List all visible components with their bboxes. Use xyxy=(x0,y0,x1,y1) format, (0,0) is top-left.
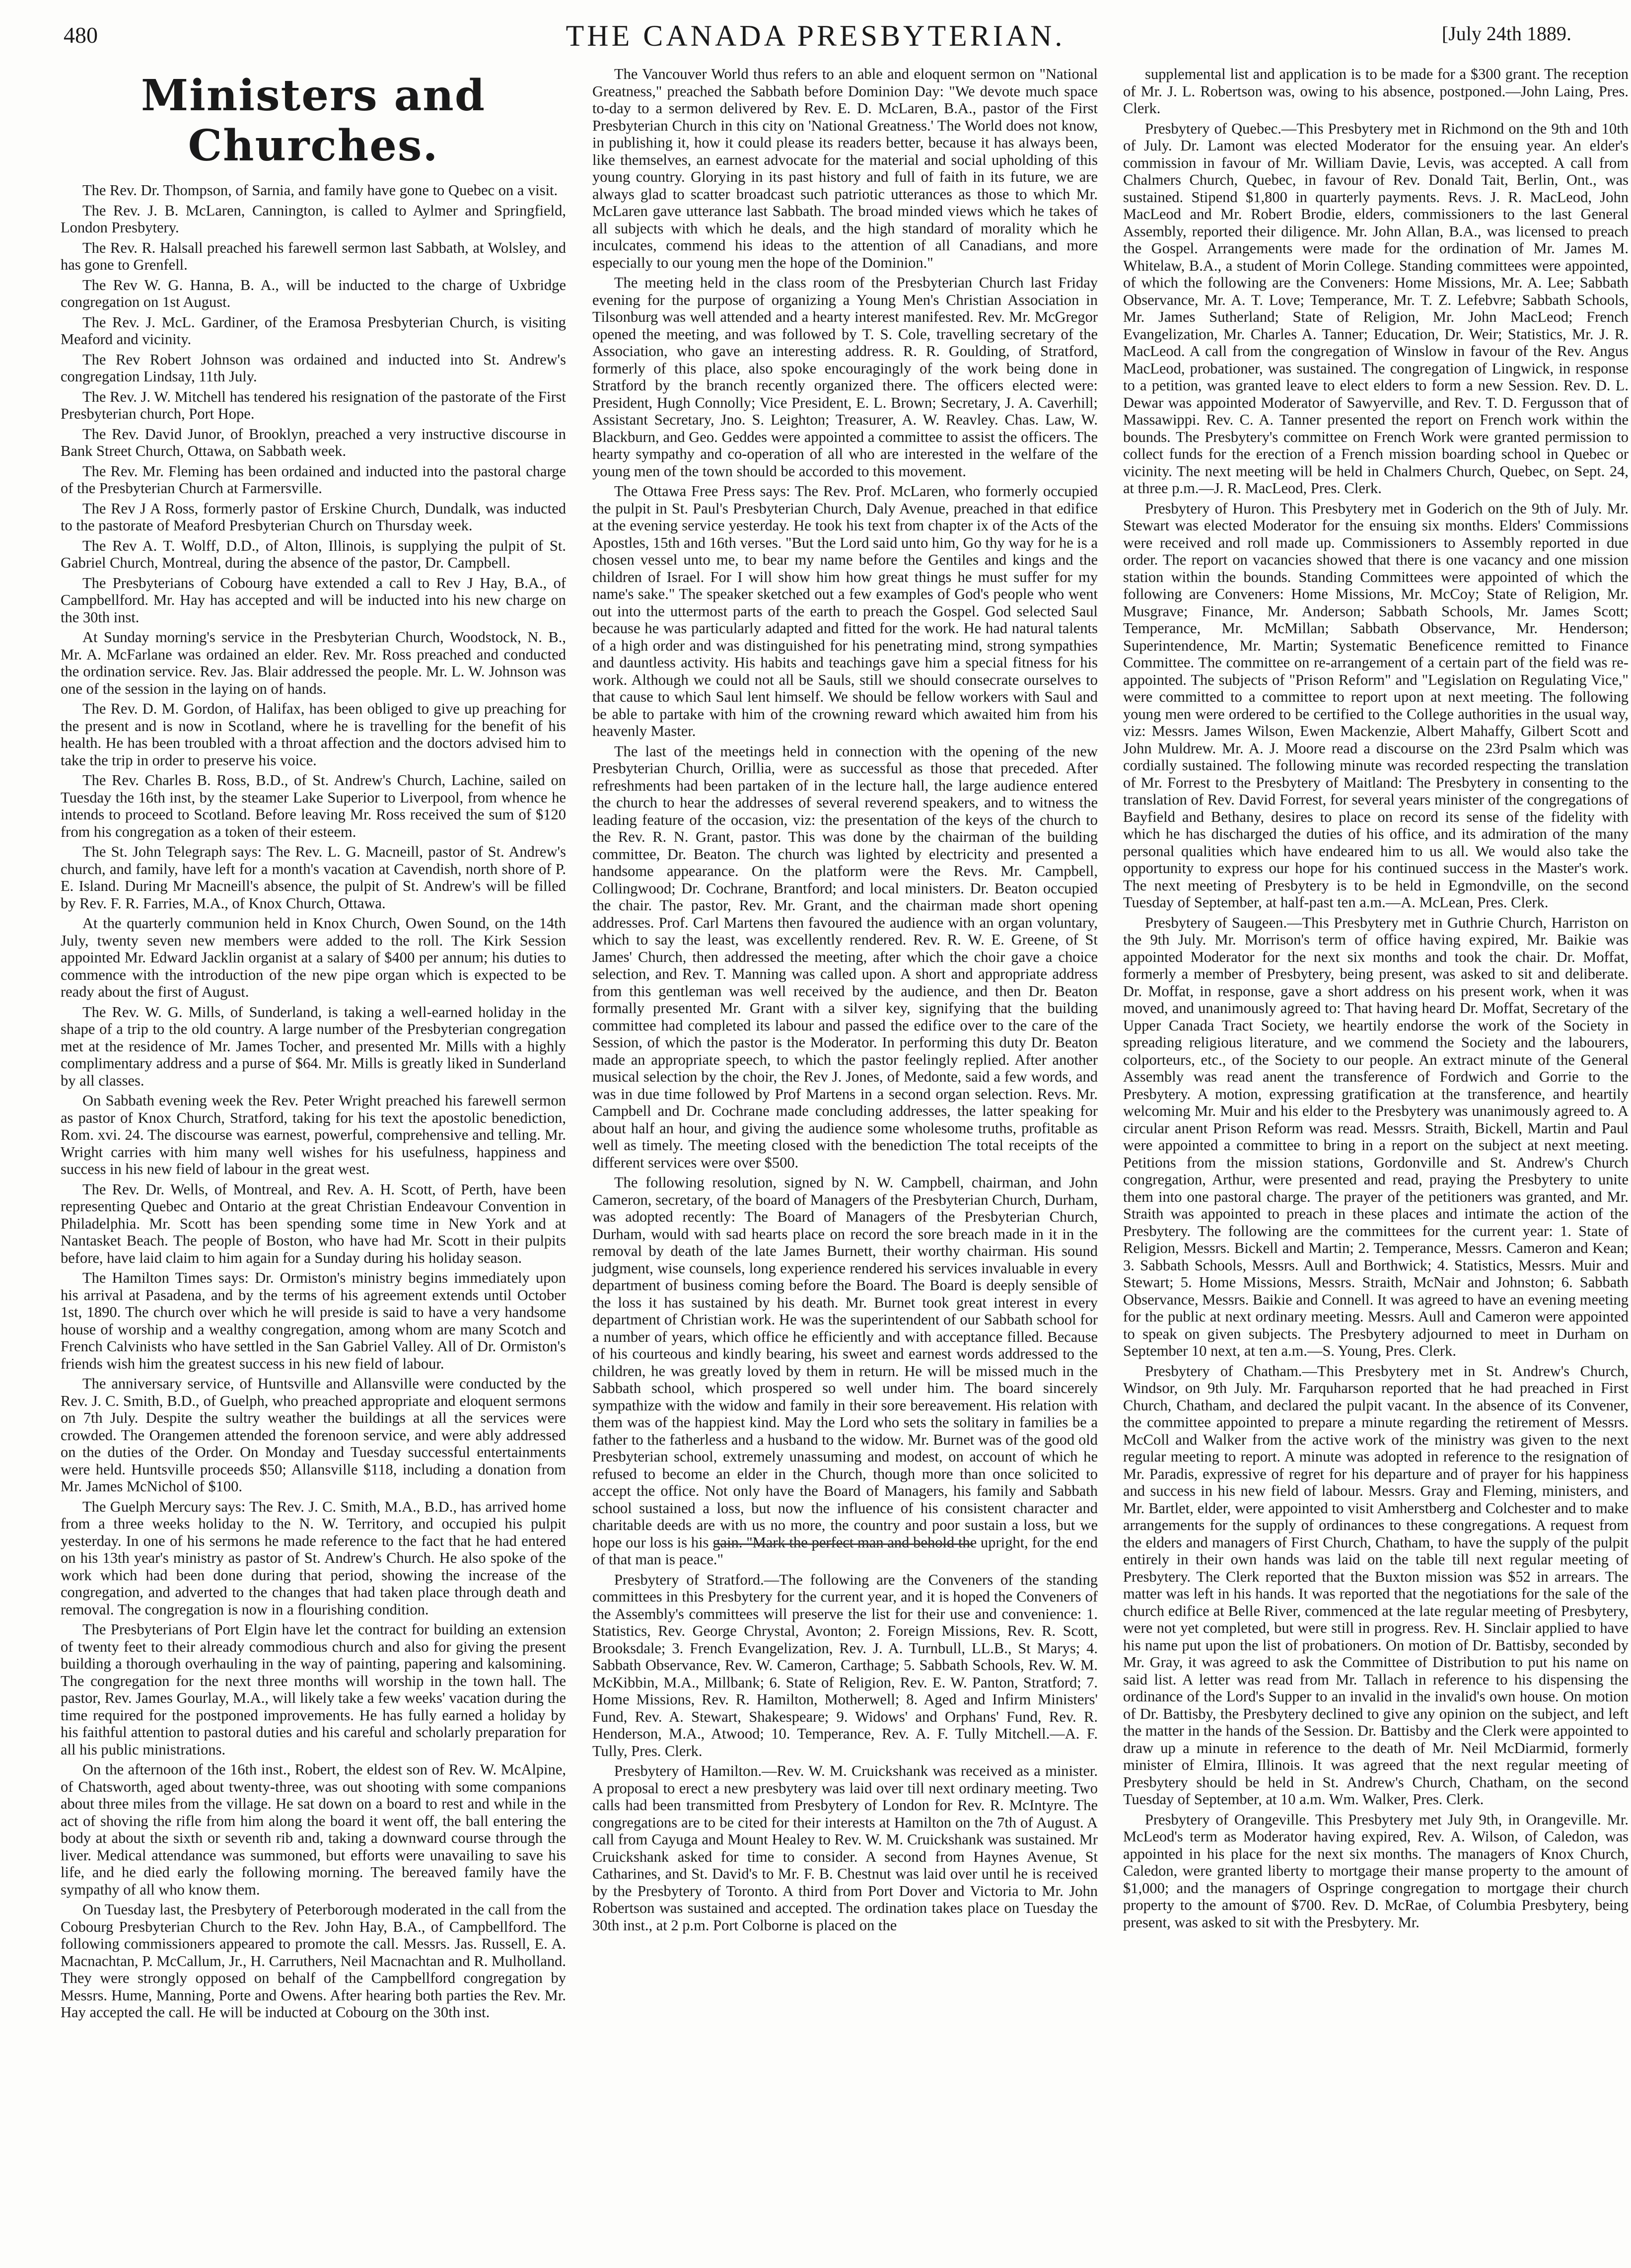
article-paragraph: The Ottawa Free Press says: The Rev. Prof. McLaren, who formerly occupied the pulpit in St. Paul's Presbyterian Church, Daly Avenue, preached in that edifice at the evening service yesterday. He took his text from chapter ix of the Acts of the Apostles, 15th and 16th verses. "But the Lord said unto him, Go thy way for he is a chosen vessel unto me, to bear my name before the Gentiles and kings and the children of Israel. For I will show him how great things he must suffer for my name's sake." The speaker sketched out a few examples of God's people who went out into the uttermost parts of the earth to preach the Gospel. God selected Saul because he was particularly adapted and fitted for the work. He had natural talents of a high order and was distinguished for his penetrating mind, strong sympathies and dauntless activity. His habits and teachings gave him a special fitness for his work. Although we could not all be Sauls, still we should consecrate ourselves to that cause to which Saul lent himself. We should be fellow workers with Saul and be able to partake with him of the crowning reward which awaited him from his heavenly Master. xyxy=(592,483,1098,739)
article-paragraph: The Rev. Dr. Wells, of Montreal, and Rev. A. H. Scott, of Perth, have been representing Quebec and Ontario at the great Christian Endeavour Convention in Philadelphia. Mr. Scott has been spending some time in New York and at Nantasket Beach. The people of Boston, who have had Mr. Scott in their pulpits before, have laid claim to him again for a Sunday during his holiday season. xyxy=(61,1180,566,1266)
article-paragraph: The Rev. J. B. McLaren, Cannington, is called to Aylmer and Springfield, London Presbytery. xyxy=(61,202,566,236)
article-paragraph: The St. John Telegraph says: The Rev. L. G. Macneill, pastor of St. Andrew's church, and family, have left for a month's vacation at Cavendish, north shore of P. E. Island. During Mr Macneill's absence, the pulpit of St. Andrew's will be filled by Rev. F. R. Farries, M.A., of Knox Church, Ottawa. xyxy=(61,843,566,912)
article-paragraph: The Rev J A Ross, formerly pastor of Erskine Church, Dundalk, was inducted to the pastorate of Meaford Presbyterian Church on Thursday week. xyxy=(61,500,566,534)
article-paragraph: The Rev. W. G. Mills, of Sunderland, is taking a well-earned holiday in the shape of a trip to the old country. A large number of the Presbyterian congregation met at the residence of Mr. James Tocher, and presented Mr. Mills with a highly complimentary address and a purse of $64. Mr. Mills is greatly liked in Sunderland by all classes. xyxy=(61,1003,566,1089)
article-paragraph: At the quarterly communion held in Knox Church, Owen Sound, on the 14th July, twenty seven new members were added to the roll. The Kirk Session appointed Mr. Edward Jacklin organist at a salary of $400 per annum; his duties to commence with the introduction of the new pipe organ which is expected to be ready about the first of August. xyxy=(61,915,566,1000)
article-paragraph: Presbytery of Hamilton.—Rev. W. M. Cruickshank was received as a minister. A proposal to erect a new presbytery was laid over till next ordinary meeting. Two calls had been transmitted from Presbytery of London for Rev. R. McIntyre. The congregations are to be cited for their interests at Hamilton on the 7th of August. A call from Cayuga and Mount Healey to Rev. W. M. Cruickshank was sustained. Mr Cruickshank asked for time to consider. A second from Haynes Avenue, St Catharines, and St. David's to Mr. F. B. Chestnut was laid over until he is received by the Presbytery of Toronto. A third from Port Dover and Victoria to Mr. John Robertson was sustained and accepted. The ordination takes place on Tuesday the 30th inst., at 2 p.m. Port Colborne is placed on the xyxy=(592,1762,1098,1934)
article-paragraph: The anniversary service, of Huntsville and Allansville were conducted by the Rev. J. C. Smith, B.D., of Guelph, who preached appropriate and eloquent sermons on 7th July. Despite the sultry weather the buildings at all the services were crowded. The Orangemen attended the forenoon service, and were ably addressed on the duties of the Order. On Monday and Tuesday successful entertainments were held. Huntsville proceeds $50; Allansville $118, including a donation from Mr. James McNichol of $100. xyxy=(61,1375,566,1495)
article-paragraph: Presbytery of Saugeen.—This Presbytery met in Guthrie Church, Harriston on the 9th July. Mr. Morrison's term of office having expired, Mr. Baikie was appointed Moderator for the next six months and took the chair. Dr. Moffat, formerly a member of Presbytery, being present, was asked to sit and deliberate. Dr. Moffat, in response, gave a short address on his present work, when it was moved, and unanimously agreed to: That having heard Dr. Moffat, Secretary of the Upper Canada Tract Society, we heartily endorse the work of the Society in spreading religious literature, and we commend the Society and the labourers, colporteurs, etc., of the Society to our people. An extract minute of the General Assembly was read anent the transference of Fordwich and Gorrie to the Presbytery. A motion, expressing gratification at the transference, and heartily welcoming Mr. Muir and his elder to the Presbytery was unanimously agreed to. A circular anent Prison Reform was read. Messrs. Straith, Bickell, Martin and Paul were appointed a committee to bring in a report on the subject at next meeting. Petitions from the mission stations, Gordonville and St. Andrew's Church congregation, Arthur, were presented and read, praying the Presbytery to unite them into one pastoral charge. The prayer of the petitioners was granted, and Mr. Straith was appointed to preach in these places and intimate the action of the Presbytery. The following are the committees for the current year: 1. State of Religion, Messrs. Bickell and Martin; 2. Temperance, Messrs. Cameron and Kean; 3. Sabbath Schools, Messrs. Aull and Borthwick; 4. Statistics, Messrs. Muir and Stewart; 5. Home Missions, Messrs. Straith, McNair and Johnston; 6. Sabbath Observance, Messrs. Baikie and Connell. It was agreed to have an evening meeting for the public at next ordinary meeting. Messrs. Aull and Cameron were appointed to speak on given subjects. The Presbytery adjourned to meet in Durham on September 10 next, at ten a.m.—S. Young, Pres. Clerk. xyxy=(1123,914,1629,1359)
column-2-paragraphs xyxy=(592,66,1098,1934)
article-paragraph: The Presbyterians of Cobourg have extended a call to Rev J Hay, B.A., of Campbellford. Mr. Hay has accepted and will be inducted into his new charge on the 30th inst. xyxy=(61,574,566,626)
column-1 xyxy=(61,66,566,2024)
article-paragraph: The meeting held in the class room of the Presbyterian Church last Friday evening for the purpose of organizing a Young Men's Christian Association in Tilsonburg was well attended and a hearty interest manifested. Rev. Mr. McGregor opened the meeting, and was followed by T. S. Cole, travelling secretary of the Association, who gave an interesting address. R. R. Goulding, of Stratford, formerly of this place, also spoke encouragingly of the work being done in Stratford by the branch recently organized there. The officers elected were: President, Hugh Connolly; Vice President, E. L. Brown; Secretary, J. A. Caverhill; Assistant Secretary, Jno. S. Leighton; Treasurer, A. W. Reavley. Chas. Law, W. Blackburn, and Geo. Geddes were appointed a committee to assist the officers. The hearty sympathy and co-operation of all who are interested in the welfare of the young men of the town should be accorded to this movement. xyxy=(592,274,1098,480)
article-paragraph: Presbytery of Huron. This Presbytery met in Goderich on the 9th of July. Mr. Stewart was elected Moderator for the ensuing six months. Elders' Commissions were received and roll made up. Commissioners to Assembly reported in due order. The report on vacancies showed that there is one vacancy and one mission station within the bounds. Standing Committees were appointed of which the following are Conveners: Home Missions, Mr. McCoy; State of Religion, Mr. Musgrave; Finance, Mr. Anderson; Sabbath Schools, Mr. James Scott; Temperance, Mr. McMillan; Sabbath Observance, Mr. Henderson; Superintendence, Mr. Martin; Systematic Beneficence remitted to Finance Committee. The committee on re-arrangement of a certain part of the field was re-appointed. The subjects of "Prison Reform" and "Legislation on Regulating Vice," were committed to a committee to report upon at next meeting. The following young men were ordered to be certified to the College authorities in the usual way, viz: Messrs. James Wilson, Ewen Mackenzie, Albert Mahaffy, Gilbert Scott and John Muldrew. Mr. A. J. Moore read a discourse on the 23rd Psalm which was cordially sustained. The following minute was recorded respecting the translation of Mr. Forrest to the Presbytery of Maitland: The Presbytery in consenting to the translation of Rev. David Forrest, for several years minister of the congregations of Bayfield and Bethany, desires to place on record its sense of the fidelity with which he has discharged the duties of his office, and its admiration of the many personal qualities which have endeared him to us all. We would also take the opportunity to express our hope for his continued success in the Master's work. The next meeting of Presbytery is to be held in Egmondville, on the second Tuesday of September, at half-past ten a.m.—A. McLean, Pres. Clerk. xyxy=(1123,500,1629,911)
article-paragraph: The following resolution, signed by N. W. Campbell, chairman, and John Cameron, secretary, of the board of Managers of the Presbyterian Church, Durham, was adopted recently: The Board of Managers of the Presbyterian Church, Durham, would with sad hearts place on record the sore breach made in it in the removal by death of the late James Burnett, their worthy chairman. His sound judgment, wise counsels, long experience rendered his services invaluable in every department of business coming before the Board. The Board is deeply sensible of the loss it has sustained by his death. Mr. Burnet took great interest in every department of Christian work. He was the superintendent of our Sabbath school for a number of years, which office he efficiently and with acceptance filled. Because of his courteous and kindly bearing, his sweet and earnest words addressed to the children, he was greatly loved by them in return. He will be missed much in the Sabbath school, which prospered so well under him. The board sincerely sympathize with the widow and family in their sore bereavement. His relation with them was of the happiest kind. May the Lord who sets the solitary in families be a father to the fatherless and a husband to the widow. Mr. Burnet was of the good old Presbyterian school, extremely unassuming and modest, on account of which he refused to become an elder in the Church, though more than once solicited to accept the office. Not only have the Board of Managers, his family and Sabbath school sustained a loss, but now the influence of his consistent character and charitable deeds are with us no more, the country and poor sustain a loss, but we hope our loss is his gain. "Mark the perfect man and behold the upright, for the end of that man is peace." xyxy=(592,1174,1098,1568)
page-number: 480 xyxy=(64,22,98,48)
article-paragraph: The Presbyterians of Port Elgin have let the contract for building an extension of twenty feet to their already commodious church and also for giving the present building a thorough overhauling in the way of painting, papering and kalsomining. The congregation for the next three months will worship in the town hall. The pastor, Rev. James Gourlay, M.A., will likely take a few weeks' vacation during the time required for the postponed improvements. He has fully earned a holiday by his faithful attention to pastoral duties and his careful and scholarly preparation for all his public ministrations. xyxy=(61,1621,566,1758)
article-paragraph: supplemental list and application is to be made for a $300 grant. The reception of Mr. J. L. Robertson was, owing to his absence, postponed.—John Laing, Pres. Clerk. xyxy=(1123,66,1629,117)
article-paragraph: Presbytery of Chatham.—This Presbytery met in St. Andrew's Church, Windsor, on 9th July. Mr. Farquharson reported that he had preached in First Church, Chatham, and declared the pulpit vacant. In the absence of its Convener, the committee appointed to prepare a minute regarding the retirement of Messrs. McColl and Walker from the active work of the ministry was given to the next regular meeting to report. A minute was adopted in reference to the resignation of Mr. Paradis, expressive of regret for his departure and of prayer for his happiness and success in his new field of labour. Messrs. Gray and Fleming, ministers, and Mr. Bartlet, elder, were appointed to visit Amherstberg and Colchester and to make arrangements for the supply of ordinances to these congregations. A request from the elders and managers of First Church, Chatham, to have the supply of the pulpit entirely in their own hands was laid on the table till next regular meeting of Presbytery. The Clerk reported that the Buxton mission was $52 in arrears. The matter was left in his hands. It was reported that the negotiations for the sale of the church edifice at Belle River, commenced at the late regular meeting of Presbytery, were not yet completed, but were still in progress. Rev. H. Sinclair applied to have his name put upon the list of probationers. On motion of Dr. Battisby, seconded by Mr. Gray, it was agreed to ask the Committee of Distribution to put his name on said list. A letter was read from Mr. Tallach in reference to his dispensing the ordinance of the Lord's Supper to an invalid in the invalid's own house. On motion of Dr. Battisby, the Presbytery declined to give any opinion on the subject, and left the matter in the hands of the Session. Dr. Battisby and the Clerk were appointed to draw up a minute in reference to the death of Mr. Neil McDiarmid, formerly minister of Elmira, Illinois. It was agreed that the next regular meeting of Presbytery should be held in St. Andrew's Church, Chatham, on the second Tuesday of September, at 10 a.m. Wm. Walker, Pres. Clerk. xyxy=(1123,1362,1629,1808)
article-paragraph: Presbytery of Orangeville. This Presbytery met July 9th, in Orangeville. Mr. McLeod's term as Moderator having expired, Rev. A. Wilson, of Caledon, was appointed in his place for the next six months. The managers of Knox Church, Caledon, were granted liberty to mortgage their manse property to the amount of $1,000; and the managers of Ospringe congregation to mortgage their church property to the amount of $700. Rev. D. McRae, of Columbia Presbytery, being present, was asked to sit with the Presbytery. Mr. xyxy=(1123,1811,1629,1931)
article-paragraph: The Hamilton Times says: Dr. Ormiston's ministry begins immediately upon his arrival at Pasadena, and by the terms of his agreement extends until October 1st, 1890. The church over which he will preside is said to have a very handsome house of worship and a wealthy congregation, among whom are many Scotch and French Calvinists who have settled in the San Gabriel Valley. All of Dr. Ormiston's friends wish him the greatest success in his new field of labour. xyxy=(61,1269,566,1372)
article-paragraph: The Rev. David Junor, of Brooklyn, preached a very instructive discourse in Bank Street Church, Ottawa, on Sabbath week. xyxy=(61,425,566,459)
article-paragraph: At Sunday morning's service in the Presbyterian Church, Woodstock, N. B., Mr. A. McFarlane was ordained an elder. Rev. Mr. Ross preached and conducted the ordination service. Rev. Jas. Blair addressed the people. Mr. L. W. Johnson was one of the session in the laying on of hands. xyxy=(61,629,566,697)
article-paragraph: The Rev. J. W. Mitchell has tendered his resignation of the pastorate of the First Presbyterian church, Port Hope. xyxy=(61,388,566,422)
section-divider xyxy=(715,1543,973,1545)
issue-date: [July 24th 1889. xyxy=(1441,22,1571,45)
article-paragraph: The Rev. J. McL. Gardiner, of the Eramosa Presbyterian Church, is visiting Meaford and vicinity. xyxy=(61,313,566,348)
column-3 xyxy=(1123,66,1629,1934)
article-paragraph: The Rev Robert Johnson was ordained and inducted into St. Andrew's congregation Lindsay, 11th July. xyxy=(61,351,566,385)
article-paragraph: The last of the meetings held in connection with the opening of the new Presbyterian Church, Orillia, were as successful as those that preceded. After refreshments had been partaken of in the lecture hall, the large audience entered the church to hear the addresses of several reverend speakers, and to witness the leading feature of the occasion, viz: the presentation of the keys of the church to the Rev. R. N. Grant, pastor. This was done by the chairman of the building committee, Dr. Beaton. The church was lighted by electricity and presented a handsome appearance. On the platform were the Revs. Mr. Campbell, Collingwood; Dr. Cochrane, Brantford; and local ministers. Dr. Beaton occupied the chair. The pastor, Rev. Mr. Grant, and the chairman made short opening addresses. Prof. Carl Martens then favoured the audience with an organ voluntary, which to say the least, was excellently rendered. Rev. R. W. E. Greene, of St James' Church, then addressed the meeting, after which the choir gave a choice selection, and Rev. T. Manning was called upon. A short and appropriate address from this gentleman was well received by the audience, and then Dr. Beaton formally presented Mr. Grant with a silver key, signifying that the building committee had completed its labour and passed the edifice over to the care of the Session, of which the pastor is the Moderator. In performing this duty Dr. Beaton made an appropriate speech, to which the pastor feelingly replied. After another musical selection by the choir, the Rev J. Jones, of Medonte, said a few words, and was in due time followed by Prof Martens in a second organ selection. Revs. Mr. Campbell and Dr. Cochrane made concluding addresses, the latter speaking for about half an hour, and giving the audience some wholesome truths, profitable as well as timely. The meeting closed with the benediction The total receipts of the different services were over $500. xyxy=(592,742,1098,1171)
article-paragraph: The Vancouver World thus refers to an able and eloquent sermon on "National Greatness," preached the Sabbath before Dominion Day: "We devote much space to-day to a sermon delivered by Rev. E. D. McLaren, B.A., pastor of the First Presbyterian Church in this city on 'National Greatness.' The World does not know, in publishing it, how it could please its readers better, because it has always been, like themselves, an earnest advocate for the material and social upholding of this young country. Glorying in its past history and full of faith in its future, we are always glad to scatter broadcast such patriotic utterances as those to which Mr. McLaren gave utterance last Sabbath. The broad minded views which he takes of all subjects with which he deals, and the high standard of morality which he inculcates, commend his ideas to the attention of all Canadians, and more especially to our young men the hope of the Dominion." xyxy=(592,66,1098,271)
article-paragraph: The Guelph Mercury says: The Rev. J. C. Smith, M.A., B.D., has arrived home from a three weeks holiday to the N. W. Territory, and occupied his pulpit yesterday. In one of his sermons he made reference to the fact that he had entered on his 13th year's ministry as pastor of St. Andrew's Church. He also spoke of the work which had been done during that period, showing the increase of the congregation, and adverted to the changes that had taken place through death and removal. The congregation is now in a flourishing condition. xyxy=(61,1498,566,1618)
column-3-paragraphs xyxy=(1123,66,1629,1931)
column-1-paragraphs xyxy=(61,182,566,2021)
article-paragraph: The Rev. D. M. Gordon, of Halifax, has been obliged to give up preaching for the present and is now in Scotland, where he is travelling for the benefit of his health. He has been troubled with a throat affection and the doctors advised him to take the trip in order to preserve his voice. xyxy=(61,700,566,769)
article-paragraph: The Rev. Mr. Fleming has been ordained and inducted into the pastoral charge of the Presbyterian Church at Farmersville. xyxy=(61,462,566,497)
article-paragraph: Presbytery of Stratford.—The following are the Conveners of the standing committees in this Presbytery for the current year, and it is hoped the Conveners of the Assembly's committees will preserve the list for their use and convenience: 1. Statistics, Rev. George Chrystal, Avonton; 2. Foreign Missions, Rev. R. Scott, Brooksdale; 3. French Evangelization, Rev. J. A. Turnbull, LL.B., St Marys; 4. Sabbath Observance, Rev. W. Cameron, Carthage; 5. Sabbath Schools, Rev. W. M. McKibbin, M.A., Millbank; 6. State of Religion, Rev. E. W. Panton, Stratford; 7. Home Missions, Rev. R. Hamilton, Motherwell; 8. Aged and Infirm Ministers' Fund, Rev. A. Stewart, Shakespeare; 9. Widows' and Orphans' Fund, Rev. R. Henderson, M.A., Atwood; 10. Temperance, Rev. A. F. Tully Mitchell.—A. F. Tully, Pres. Clerk. xyxy=(592,1571,1098,1759)
article-paragraph: On Tuesday last, the Presbytery of Peterborough moderated in the call from the Cobourg Presbyterian Church to the Rev. John Hay, B.A., of Campbellford. The following commissioners appeared to promote the call. Messrs. Jas. Russell, E. A. Macnachtan, P. McCallum, Jr., H. Carruthers, Neil Macnachtan and R. Mulholland. They were strongly opposed on behalf of the Campbellford congregation by Messrs. Hume, Manning, Porte and Owens. After hearing both parties the Rev. Mr. Hay accepted the call. He will be inducted at Cobourg on the 30th inst. xyxy=(61,1901,566,2021)
article-paragraph: On Sabbath evening week the Rev. Peter Wright preached his farewell sermon as pastor of Knox Church, Stratford, taking for his text the apostolic benediction, Rom. xvi. 24. The discourse was earnest, powerful, comprehensive and telling. Mr. Wright carries with him many well wishes for his usefulness, happiness and success in his new field of labour in the great west. xyxy=(61,1092,566,1177)
article-paragraph: Presbytery of Quebec.—This Presbytery met in Richmond on the 9th and 10th of July. Dr. Lamont was elected Moderator for the ensuing year. An elder's commission in favour of Mr. William Davie, Levis, was accepted. A call from Chalmers Church, Quebec, in favour of Rev. Donald Tait, Berlin, Ont., was sustained. Stipend $1,800 in quarterly payments. Revs. J. R. MacLeod, John MacLeod and Mr. Robert Brodie, elders, commissioners to the last General Assembly, reported their diligence. Mr. John Allan, B.A., was licensed to preach the Gospel. Arrangements were made for the ordination of Mr. James M. Whitelaw, B.A., a student of Morin College. Standing committees were appointed, of which the following are the Conveners: Home Missions, Mr. A. Lee; Sabbath Observance, Mr. A. T. Love; Temperance, Mr. T. Z. Lefebvre; Sabbath Schools, Mr. James Sutherland; State of Religion, Mr. John MacLeod; French Evangelization, Mr. Charles A. Tanner; Education, Dr. Weir; Statistics, Mr. J. R. MacLeod. A call from the congregation of Winslow in favour of the Rev. Angus MacLeod, probationer, was sustained. The congregation of Lingwick, in response to a petition, was granted leave to elect elders to form a new Session. Rev. D. L. Dewar was appointed Moderator of Sawyerville, and Rev. T. D. Fergusson that of Massawippi. Rev. C. A. Tanner presented the report on French work within the bounds. The Presbytery's committee on French Work were granted permission to collect funds for the erection of a French mission boarding school in Quebec or vicinity. The next meeting will be held in Chalmers Church, Quebec, on Sept. 24, at three p.m.—J. R. MacLeod, Pres. Clerk. xyxy=(1123,120,1629,497)
article-paragraph: The Rev. Dr. Thompson, of Sarnia, and family have gone to Quebec on a visit. xyxy=(82,182,558,199)
article-paragraph: The Rev. R. Halsall preached his farewell sermon last Sabbath, at Wolsley, and has gone to Grenfell. xyxy=(61,239,566,273)
article-paragraph: The Rev W. G. Hanna, B. A., will be inducted to the charge of Uxbridge congregation on 1st August. xyxy=(61,276,566,310)
article-paragraph: On the afternoon of the 16th inst., Robert, the eldest son of Rev. W. McAlpine, of Chatsworth, aged about twenty-three, was out shooting with some companions about three miles from the village. He sat down on a board to rest and while in the act of shoving the rifle from him along the board it went off, the ball entering the body at about the sixth or seventh rib and, taking a downward course through the liver. Medical attendance was summoned, but efforts were unavailing to save his life, and he died early the following morning. The bereaved family have the sympathy of all who know them. xyxy=(61,1761,566,1898)
article-paragraph: The Rev. Charles B. Ross, B.D., of St. Andrew's Church, Lachine, sailed on Tuesday the 16th inst, by the steamer Lake Superior to Liverpool, from whence he intends to proceed to Scotland. Before leaving Mr. Ross received the sum of $120 from his congregation as a token of their esteem. xyxy=(61,772,566,840)
section-title: Ministers and Churches. xyxy=(141,71,486,171)
article-paragraph: The Rev A. T. Wolff, D.D., of Alton, Illinois, is supplying the pulpit of St. Gabriel Church, Montreal, during the absence of the pastor, Dr. Campbell. xyxy=(61,537,566,571)
masthead-title: THE CANADA PRESBYTERIAN. xyxy=(566,19,1065,52)
column-2 xyxy=(592,66,1098,1937)
